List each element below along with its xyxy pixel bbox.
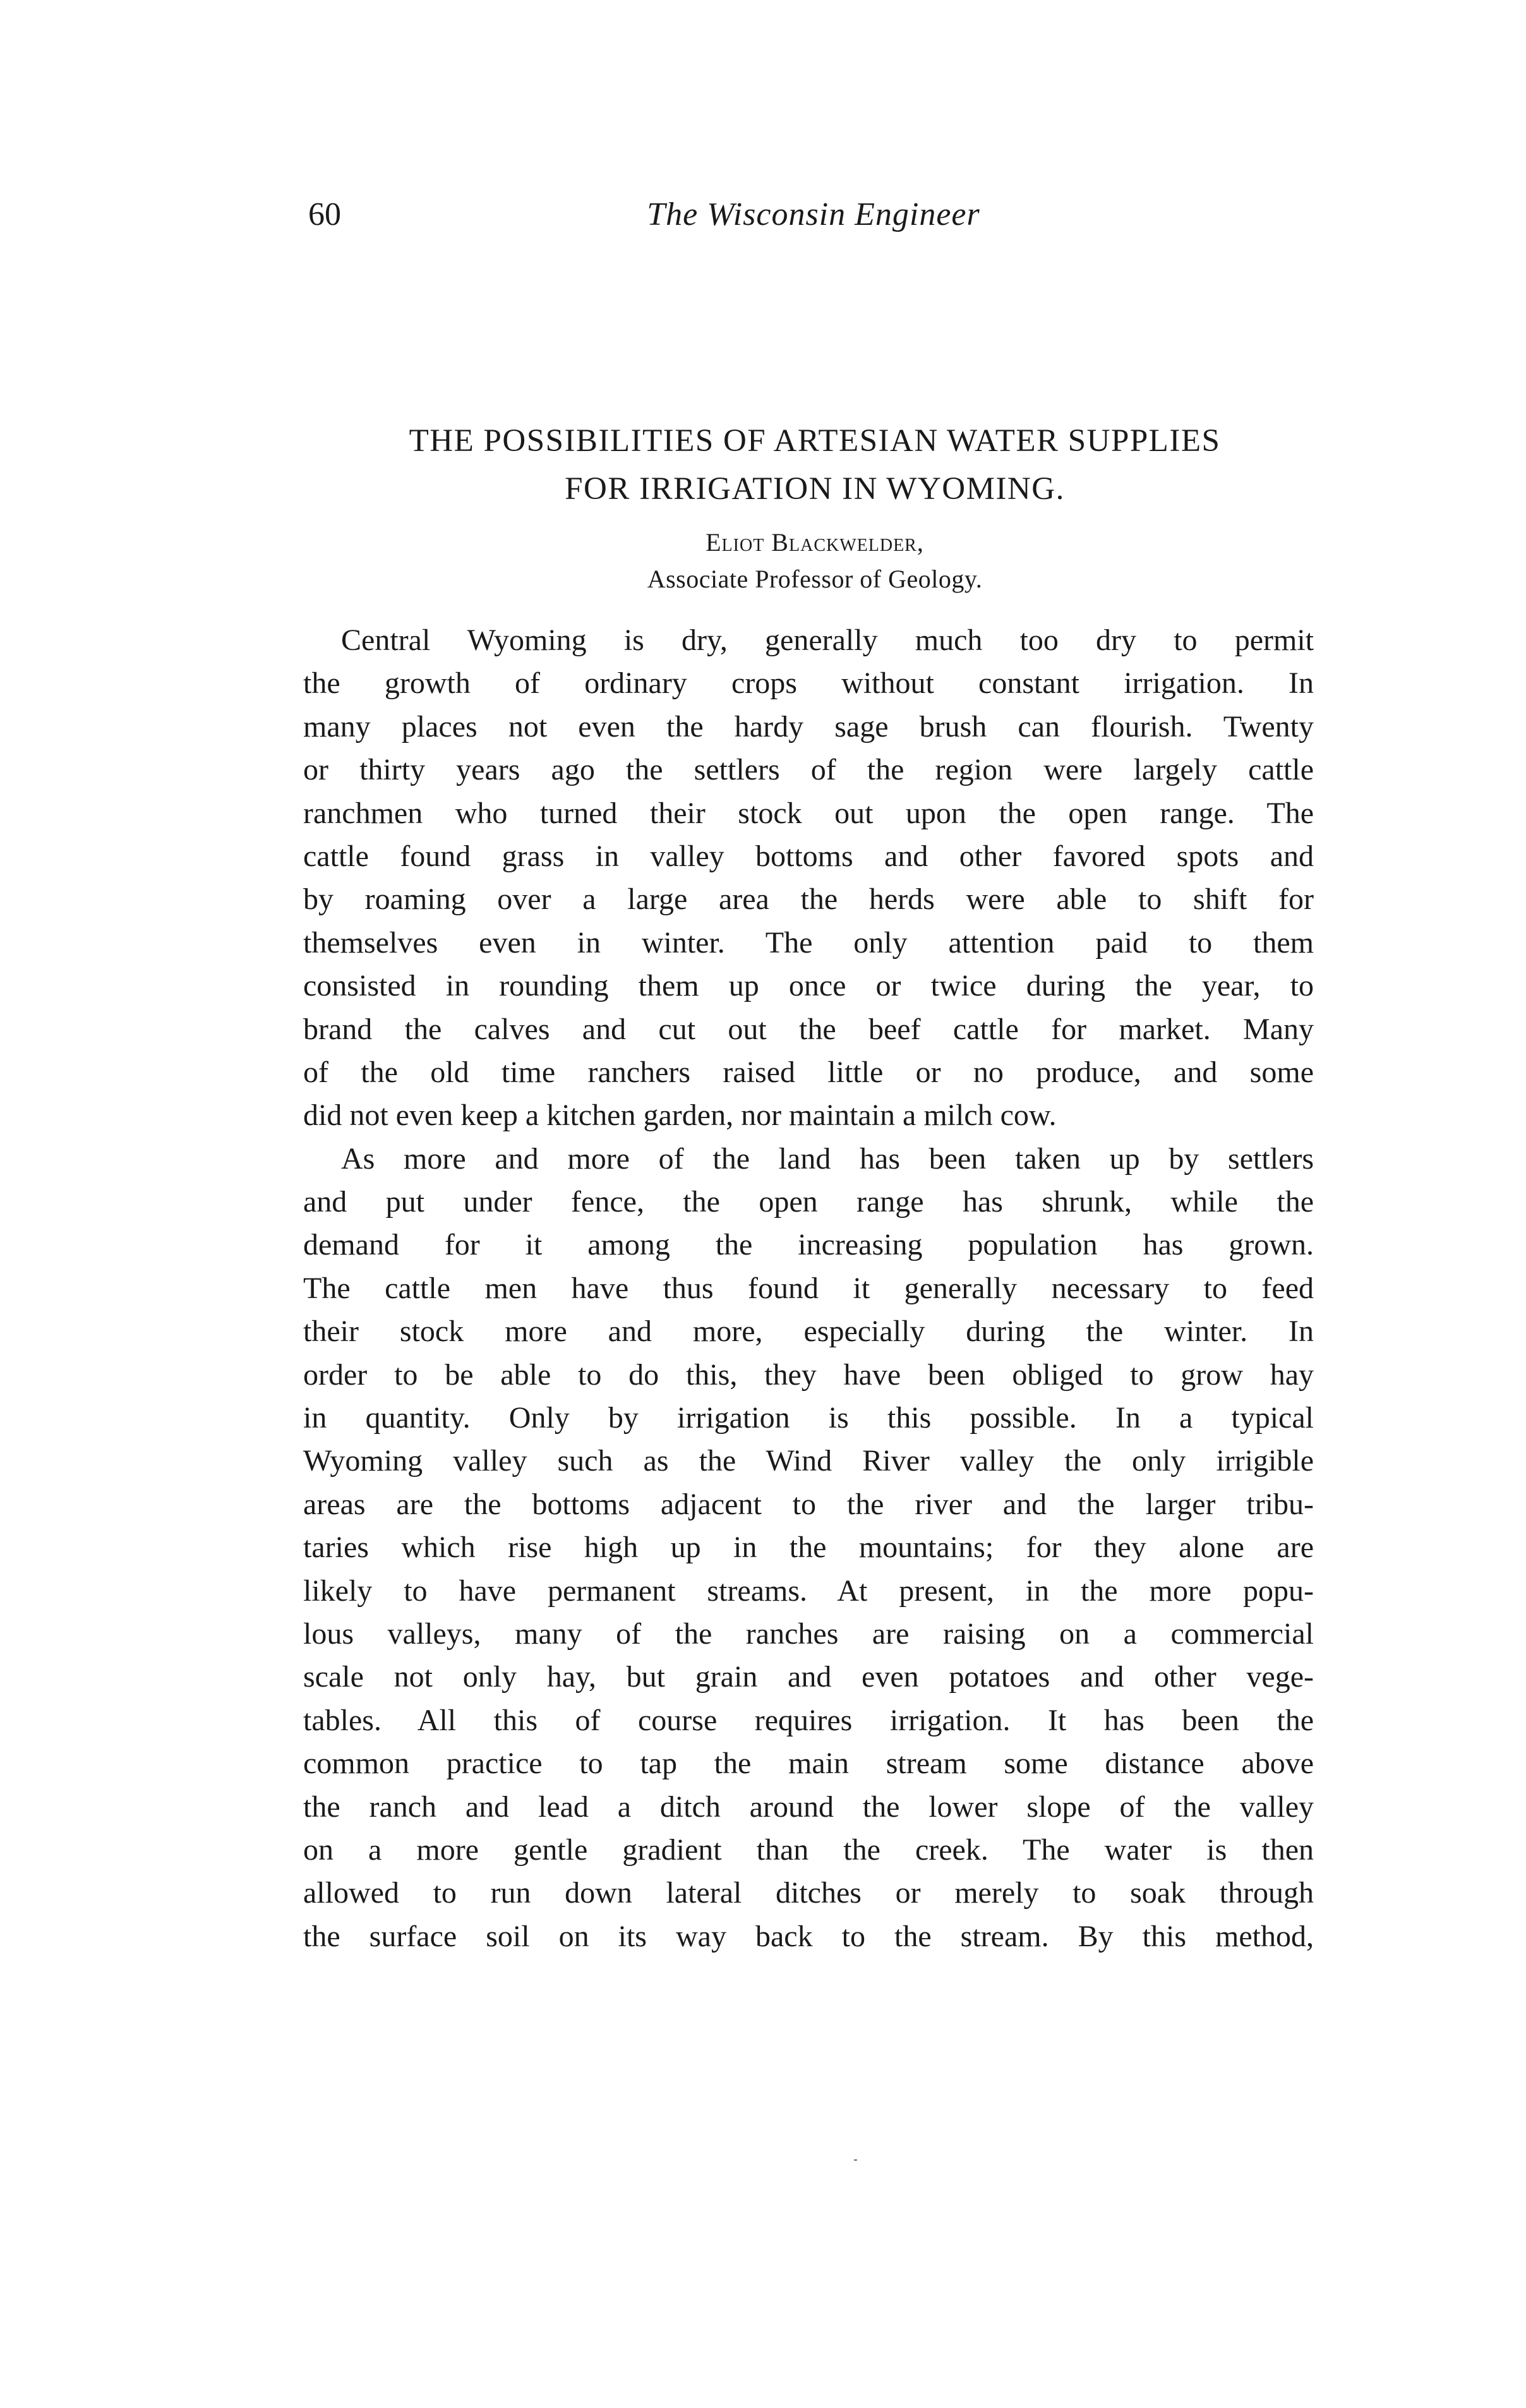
- author-name: Eliot Blackwelder,: [706, 528, 924, 557]
- byline: [303, 524, 1326, 598]
- page-number: 60: [308, 196, 341, 232]
- text-line: the growth of ordinary crops without constant irrigation. In: [303, 666, 1314, 701]
- text-line: order to be able to do this, they have been obliged to grow hay: [303, 1358, 1314, 1392]
- text-line: areas are the bottoms adjacent to the river and the larger tribu-: [303, 1487, 1314, 1521]
- text-line: Wyoming valley such as the Wind River valley the only irrigible: [303, 1444, 1314, 1478]
- text-line: lous valleys, many of the ranches are raising on a commercial: [303, 1616, 1314, 1651]
- text-line: and put under fence, the open range has shrunk, while the: [303, 1185, 1314, 1219]
- text-line: Central Wyoming is dry, generally much too dry to permit: [341, 623, 1314, 657]
- text-line: common practice to tap the main stream some distance above: [303, 1747, 1314, 1781]
- running-head: [308, 190, 1319, 240]
- text-line: of the old time ranchers raised little or no produce, and some: [303, 1055, 1314, 1089]
- text-line: likely to have permanent streams. At present, in the more popu-: [303, 1574, 1314, 1608]
- text-line: The cattle men have thus found it generally necessary to feed: [303, 1271, 1314, 1305]
- paragraph-1: [303, 619, 1314, 1138]
- text-line: their stock more and more, especially during the winter. In: [303, 1315, 1314, 1349]
- text-line: demand for it among the increasing population has grown.: [303, 1228, 1314, 1262]
- journal-title: The Wisconsin Engineer: [647, 196, 980, 232]
- text-line: in quantity. Only by irrigation is this possible. In a typical: [303, 1401, 1314, 1435]
- text-line: taries which rise high up in the mountains; for they alone are: [303, 1531, 1314, 1565]
- text-line: or thirty years ago the settlers of the region were largely cattle: [303, 753, 1314, 787]
- text-line: did not even keep a kitchen garden, nor maintain a milch cow.: [303, 1099, 1057, 1133]
- text-line: themselves even in winter. The only attention paid to them: [303, 925, 1314, 960]
- scan-speck: [854, 2159, 857, 2161]
- text-line: the surface soil on its way back to the stream. By this method,: [303, 1919, 1314, 1953]
- text-line: ranchmen who turned their stock out upon the open range. The: [303, 796, 1314, 830]
- text-line: the ranch and lead a ditch around the lower slope of the valley: [303, 1790, 1314, 1824]
- text-line: on a more gentle gradient than the creek. The water is then: [303, 1833, 1314, 1867]
- article-title-line: FOR IRRIGATION IN WYOMING.: [565, 471, 1065, 507]
- text-line: allowed to run down lateral ditches or merely to soak through: [303, 1876, 1314, 1910]
- text-line: by roaming over a large area the herds were able to shift for: [303, 882, 1314, 917]
- article-title-line: THE POSSIBILITIES OF ARTESIAN WATER SUPPLIES: [409, 423, 1221, 459]
- text-line: scale not only hay, but grain and even potatoes and other vege-: [303, 1660, 1314, 1694]
- text-line: As more and more of the land has been taken up by settlers: [341, 1141, 1314, 1176]
- text-line: cattle found grass in valley bottoms and other favored spots and: [303, 839, 1314, 873]
- text-line: brand the calves and cut out the beef cattle for market. Many: [303, 1012, 1314, 1046]
- text-line: many places not even the hardy sage brush can flourish. Twenty: [303, 709, 1314, 743]
- paragraph-2: [303, 1138, 1314, 1958]
- article-body: [303, 619, 1314, 1958]
- author-affiliation: Associate Professor of Geology.: [647, 565, 983, 593]
- text-line: consisted in rounding them up once or twice during the year, to: [303, 969, 1314, 1003]
- article-title: [303, 417, 1326, 513]
- text-line: tables. All this of course requires irrigation. It has been the: [303, 1703, 1314, 1737]
